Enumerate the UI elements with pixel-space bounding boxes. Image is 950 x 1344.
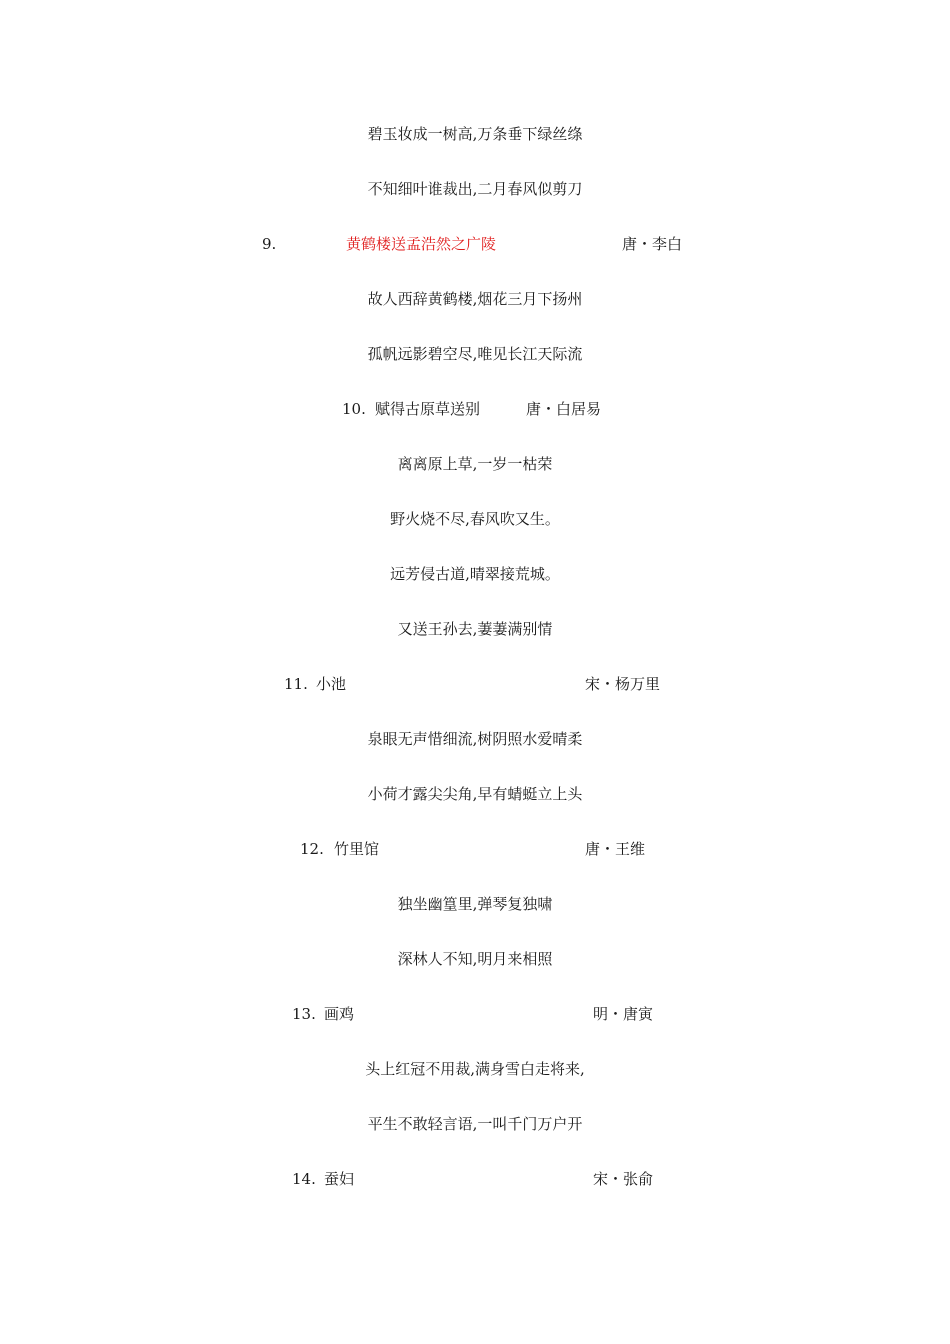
- poem-title: 画鸡: [324, 1005, 355, 1023]
- poem-author: 明・唐寅: [593, 1005, 654, 1023]
- poem-line: 深林人不知,明月来相照: [397, 950, 553, 968]
- poem-number: 12.: [300, 840, 324, 858]
- poem-number: 11.: [284, 675, 308, 693]
- poem-author: 唐・王维: [585, 840, 646, 858]
- poem-line: 独坐幽篁里,弹琴复独啸: [397, 895, 553, 913]
- poem-line: 远芳侵古道,晴翠接荒城。: [390, 565, 560, 583]
- poem-author: 唐・白居易: [526, 400, 602, 418]
- poem-title: 蚕妇: [324, 1170, 355, 1188]
- poem-line: 头上红冠不用裁,满身雪白走将来,: [365, 1060, 585, 1078]
- poem-line: 又送王孙去,萋萋满别情: [397, 620, 553, 638]
- poem-number: 13.: [292, 1005, 316, 1023]
- poem-title: 竹里馆: [334, 840, 380, 858]
- poem-line: 小荷才露尖尖角,早有蜻蜓立上头: [367, 785, 583, 803]
- poem-number: 9.: [262, 235, 277, 253]
- poem-line: 平生不敢轻言语,一叫千门万户开: [367, 1115, 583, 1133]
- poem-author: 宋・张俞: [593, 1170, 654, 1188]
- poem-number: 14.: [292, 1170, 316, 1188]
- poem-line: 碧玉妆成一树高,万条垂下绿丝绦: [367, 125, 583, 143]
- poem-title: 小池: [316, 675, 347, 693]
- poem-line: 不知细叶谁裁出,二月春风似剪刀: [367, 180, 583, 198]
- poem-line: 故人西辞黄鹤楼,烟花三月下扬州: [367, 290, 583, 308]
- poem-line: 野火烧不尽,春风吹又生。: [390, 510, 560, 528]
- poem-title: 黄鹤楼送孟浩然之广陵: [346, 235, 497, 253]
- poem-number: 10.: [342, 400, 366, 418]
- poem-line: 泉眼无声惜细流,树阴照水爱晴柔: [367, 730, 583, 748]
- poem-line: 孤帆远影碧空尽,唯见长江天际流: [367, 345, 583, 363]
- poem-title: 赋得古原草送别: [375, 400, 481, 418]
- poem-author: 宋・杨万里: [585, 675, 661, 693]
- poem-line: 离离原上草,一岁一枯荣: [397, 455, 553, 473]
- poem-author: 唐・李白: [622, 235, 683, 253]
